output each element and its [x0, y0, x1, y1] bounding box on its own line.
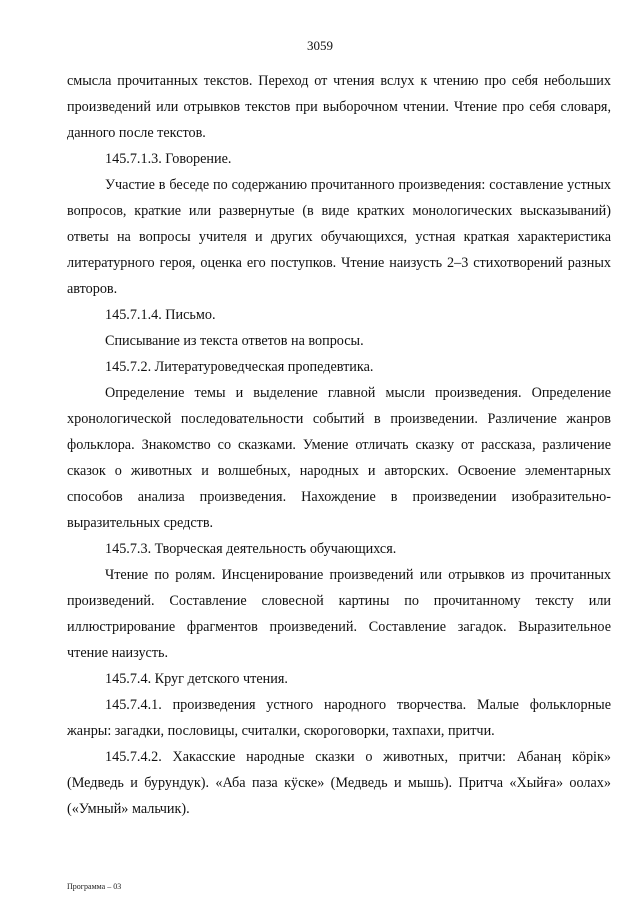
heading-speaking: 145.7.1.3. Говорение.	[105, 151, 232, 167]
heading-writing: 145.7.1.4. Письмо.	[105, 307, 216, 323]
paragraph-continuation: смысла прочитанных текстов. Переход от чтения вслух к чтению про себя небольших произведений или отрывков текстов при выборочном чтении. Чтение про себя словаря, данного после текстов.	[67, 73, 611, 141]
paragraph-speaking: Участие в беседе по содержанию прочитанного произведения: составление устных вопросов, краткие или развернутые (в виде кратких монологических высказываний) ответы на вопросы учителя и других обучающихся, устная краткая характеристика литературного героя, оценка его поступков. Чтение наизусть 2–3 стихотворений разных авторов.	[67, 177, 611, 297]
page-number: 3059	[307, 38, 333, 53]
heading-reading-circle: 145.7.4. Круг детского чтения.	[105, 671, 288, 687]
heading-creative-activity: 145.7.3. Творческая деятельность обучающихся.	[105, 541, 397, 557]
paragraph-creative-activity: Чтение по ролям. Инсценирование произведений или отрывков из прочитанных произведений. Составление словесной картины по прочитанному тексту или иллюстрирование фрагментов произведений. Составление загадок. Выразительное чтение наизусть.	[67, 567, 611, 661]
paragraph-khakas-tales: 145.7.4.2. Хакасские народные сказки о животных, притчи: Абанаӊ кӧрiк» (Медведь и бурундук). «Аба паза кӱске» (Медведь и мышь). Притча «Хыйға» оолах» («Умный» мальчик).	[67, 749, 611, 817]
footer-program-label: Программа – 03	[67, 882, 122, 891]
paragraph-writing: Списывание из текста ответов на вопросы.	[105, 333, 364, 349]
heading-literary-propaedeutics: 145.7.2. Литературоведческая пропедевтика.	[105, 359, 374, 375]
paragraph-folk-genres: 145.7.4.1. произведения устного народного творчества. Малые фольклорные жанры: загадки, пословицы, считалки, скороговорки, тахпахи, притчи.	[67, 697, 611, 739]
body-text	[67, 68, 611, 822]
paragraph-literary-propaedeutics: Определение темы и выделение главной мысли произведения. Определение хронологической последовательности событий в произведении. Различение жанров фольклора. Знакомство со сказками. Умение отличать сказку от рассказа, различение сказок о животных и волшебных, народных и авторских. Освоение элементарных способов анализа произведения. Нахождение в произведении изобразительно-выразительных средств.	[67, 385, 611, 531]
